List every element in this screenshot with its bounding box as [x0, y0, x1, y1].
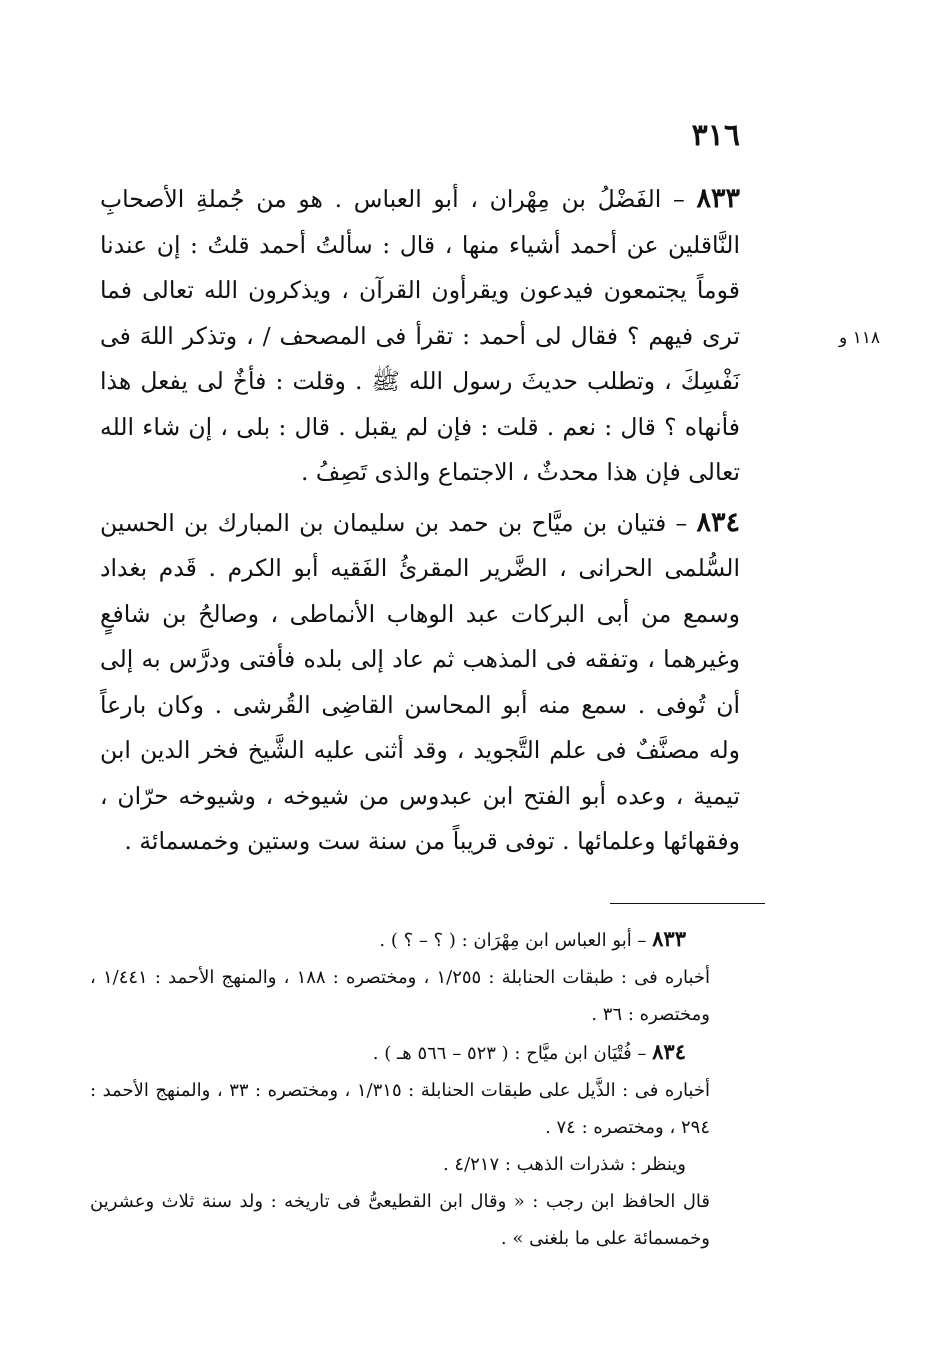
footnote-separator — [610, 903, 765, 904]
footnote-833-heading — [90, 920, 710, 959]
footnote-text: – أبو العباس ابن مِهْرَان : ( ؟ – ؟ ) . — [379, 930, 653, 951]
footnote-text: – فُتْيَان ابن ميَّاح : ( ٥٢٣ – ٥٦٦ هـ ) . — [372, 1043, 653, 1064]
entry-number: ٨٣٤ — [696, 506, 740, 538]
entry-number: ٨٣٣ — [696, 183, 740, 214]
footnote-number: ٨٣٤ — [652, 1039, 686, 1064]
footnote-834-see-also: وينظر : شذرات الذهب : ٤/٢١٧ . — [442, 1154, 686, 1175]
footnotes — [90, 920, 710, 1257]
entry-text: – الفَضْلُ بن مِهْران ، أبو العباس . هو من جُملةِ الأصحابِ النَّاقلين عن أحمد أشياء منها ، قال : سألتُ أحمد قلتُ : إن عندنا قوماً يجتمعون فيدعون ويقرأون القرآن ، ويذكرون الله تعالى فما ترى فيهم ؟ فقال لى أحمد : تقرأ فى المصحف / ، وتذكر اللهَ فى نَفْسِكَ ، وتطلب حديثَ رسول الله ﷺ . وقلت : فأخٌ لى يفعل هذا فأنهاه ؟ قال : نعم . قلت : فإن لم يقبل . قال : بلى ، إن شاء الله تعالى فإن هذا محدثٌ ، الاجتماع والذى تَصِفُ . — [100, 185, 740, 486]
main-text — [100, 176, 740, 869]
entry-833 — [100, 176, 740, 496]
footnote-833-sources: أخباره فى : طبقات الحنابلة : ١/٢٥٥ ، ومختصره : ١٨٨ ، والمنهج الأحمد : ١/٤٤١ ، ومختصره : ٣٦ . — [90, 967, 711, 1025]
footnote-834-heading — [90, 1033, 710, 1072]
page-number: ٣١٦ — [691, 118, 740, 153]
entry-text: – فتيان بن ميَّاح بن حمد بن سليمان بن المبارك بن الحسين السُّلمى الحرانى ، الضَّرير المقرئُ الفَقيه أبو الكرم . قَدم بغداد وسمع من أبى البركات عبد الوهاب الأنماطى ، وصالحُ بن شافعٍ وغيرهما ، وتفقه فى المذهب ثم عاد إلى بلده فأفتى ودرَّس به إلى أن تُوفى . سمع منه أبو المحاسن القاضِى القُرشى . وكان بارعاً وله مصنَّفٌ فى علم التَّجويد ، وقد أثنى عليه الشَّيخ فخر الدين ابن تيمية ، وعده أبو الفتح ابن عبدوس من شيوخه ، وشيوخه حرّان ، وفقهائها وعلمائها . توفى قريباً من سنة ست وستين وخمسمائة . — [100, 508, 740, 855]
entry-834 — [100, 500, 740, 865]
footnote-834-quote: قال الحافظ ابن رجب : « وقال ابن القطيعىُّ فى تاريخه : ولد سنة ثلاث وعشرين وخمسمائة على ما بلغنى » . — [90, 1191, 710, 1249]
footnote-834-sources: أخباره فى : الذَّيل على طبقات الحنابلة : ١/٣١٥ ، ومختصره : ٣٣ ، والمنهج الأحمد : ٢٩٤ ، ومختصره : ٧٤ . — [90, 1080, 710, 1138]
margin-note: ١١٨ و — [838, 328, 880, 348]
footnote-number: ٨٣٣ — [652, 926, 686, 951]
